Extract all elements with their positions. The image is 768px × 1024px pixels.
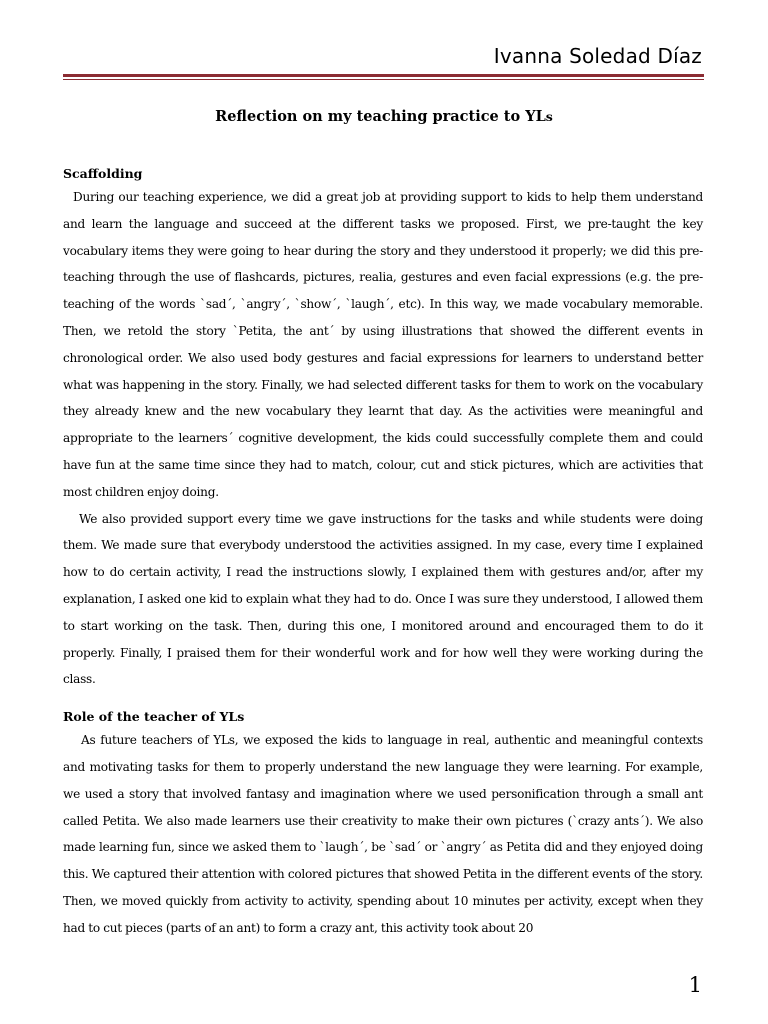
page-number: 1 bbox=[688, 973, 702, 997]
header-rule-thick bbox=[63, 74, 704, 77]
paragraph: As future teachers of YLs, we exposed the kids to language in real, authentic and meaningful contexts and motivating tasks for them to properly understand the new language they were learning. For example, we used a story that involved fantasy and imagination where we used personification through a small ant called Petita. We also made learners use their creativity to make their own pictures (`crazy ants´). We also made learning fun, since we asked them to `laugh´, be `sad´ or `angry´ as Petita did and they enjoyed doing this. We captured their attention with colored pictures that showed Petita in the different events of the story. Then, we moved quickly from activity to activity, spending about 10 minutes per activity, except when they had to cut pieces (parts of an ant) to form a crazy ant, this activity took about 20 bbox=[63, 733, 703, 935]
document-title-tail: s bbox=[545, 109, 553, 124]
section-role-of-teacher bbox=[63, 707, 703, 941]
document-title-main: Reflection on my teaching practice to YL bbox=[215, 108, 546, 125]
paragraph: We also provided support every time we gave instructions for the tasks and while students were doing them. We made sure that everybody understood the activities assigned. In my case, every time I explained how to do certain activity, I read the instructions slowly, I explained them with gestures and/or, after my explanation, I asked one kid to explain what they had to do. Once I was sure they understood, I allowed them to start working on the task. Then, during this one, I monitored around and encouraged them to do it properly. Finally, I praised them for their wonderful work and for how well they were working during the class. bbox=[63, 511, 703, 687]
header-rule-thin bbox=[63, 79, 704, 80]
section-heading: Role of the teacher of YLs bbox=[63, 709, 245, 725]
document-title bbox=[0, 108, 768, 125]
section-heading: Scaffolding bbox=[63, 166, 143, 181]
header-author-name: Ivanna Soledad Díaz bbox=[493, 44, 702, 68]
document-body bbox=[63, 164, 703, 942]
section-scaffolding bbox=[63, 164, 703, 693]
paragraph: During our teaching experience, we did a great job at providing support to kids to help them understand and learn the language and succeed at the different tasks we proposed. First, we pre-taught the key vocabulary items they were going to hear during the story and they understood it properly; we did this pre-teaching through the use of flashcards, pictures, realia, gestures and even facial expressions (e.g. the pre-teaching of the words `sad´, `angry´, `show´, `laugh´, etc). In this way, we made vocabulary memorable. Then, we retold the story `Petita, the ant´ by using illustrations that showed the different events in chronological order. We also used body gestures and facial expressions for learners to understand better what was happening in the story. Finally, we had selected different tasks for them to work on the vocabulary they already knew and the new vocabulary they learnt that day. As the activities were meaningful and appropriate to the learners´ cognitive development, the kids could successfully complete them and could have fun at the same time since they had to match, colour, cut and stick pictures, which are activities that most children enjoy doing. bbox=[63, 190, 703, 499]
